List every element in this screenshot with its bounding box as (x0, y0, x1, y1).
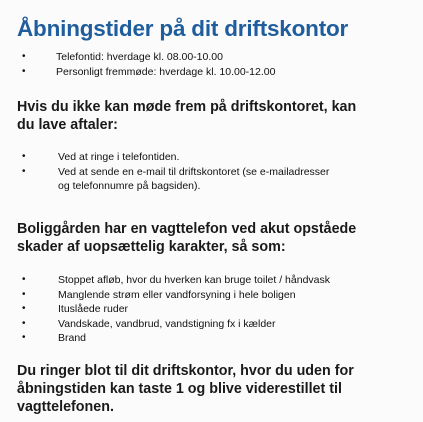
bullet-icon: • (22, 288, 26, 300)
emergency-heading-line2: skader af uopsættelig karakter, så som: (17, 239, 286, 255)
emergency-item-drain: Stoppet afløb, hvor du hverken kan bruge toilet / håndvask (58, 274, 331, 286)
hours-phone-text: Telefontid: hverdage kl. 08.00-10.00 (56, 51, 223, 63)
list-item (22, 317, 412, 332)
appointment-phone-text: Ved at ringe i telefontiden. (58, 151, 180, 163)
appointment-email-text-line1: Ved at sende en e-mail til driftskontoret (se e-mailadresser (58, 165, 330, 178)
list-item (22, 50, 402, 65)
hours-visit-text: Personligt fremmøde: hverdage kl. 10.00-12.00 (56, 65, 276, 78)
bullet-icon: • (22, 332, 26, 343)
emergency-item-water: Vandskade, vandbrud, vandstigning fx i kælder (58, 317, 276, 330)
list-item (22, 65, 402, 80)
appointment-heading-line1: Hvis du ikke kan møde frem på driftskontoret, kan (17, 99, 357, 115)
bullet-icon: • (22, 151, 26, 162)
list-item (22, 331, 412, 346)
emergency-item-fire: Brand (58, 332, 87, 344)
list-item (22, 288, 412, 303)
closing-line2: åbningstiden kan taste 1 og blive viderestillet til (17, 381, 342, 397)
page-title: Åbningstider på dit driftskontor (17, 16, 349, 41)
closing-paragraph (17, 362, 354, 416)
emergency-item-windows: Ituslåede ruder (58, 303, 129, 315)
bullet-icon: • (22, 317, 26, 329)
list-item (22, 273, 412, 288)
closing-line3: vagttelefonen. (17, 399, 114, 415)
bullet-icon: • (22, 51, 26, 62)
appointment-heading-line2: du lave aftaler: (17, 117, 118, 133)
emergency-list (22, 273, 412, 346)
list-item (22, 302, 412, 317)
emergency-heading-line1: Boliggården har en vagttelefon ved akut opståede (17, 221, 357, 237)
emergency-heading (17, 220, 356, 256)
appointment-list (22, 150, 412, 194)
bullet-icon: • (22, 65, 26, 77)
list-item (22, 150, 412, 165)
closing-line1: Du ringer blot til dit driftskontor, hvor du uden for (17, 363, 354, 379)
hours-list (22, 50, 402, 79)
bullet-icon: • (22, 303, 26, 314)
appointment-email-text-line2: og telefonnumre på bagsiden). (58, 180, 201, 192)
appointment-heading (17, 98, 356, 134)
emergency-item-power: Manglende strøm eller vandforsyning i hele boligen (58, 288, 296, 301)
bullet-icon: • (22, 165, 26, 177)
list-item (22, 165, 412, 194)
bullet-icon: • (22, 274, 26, 285)
